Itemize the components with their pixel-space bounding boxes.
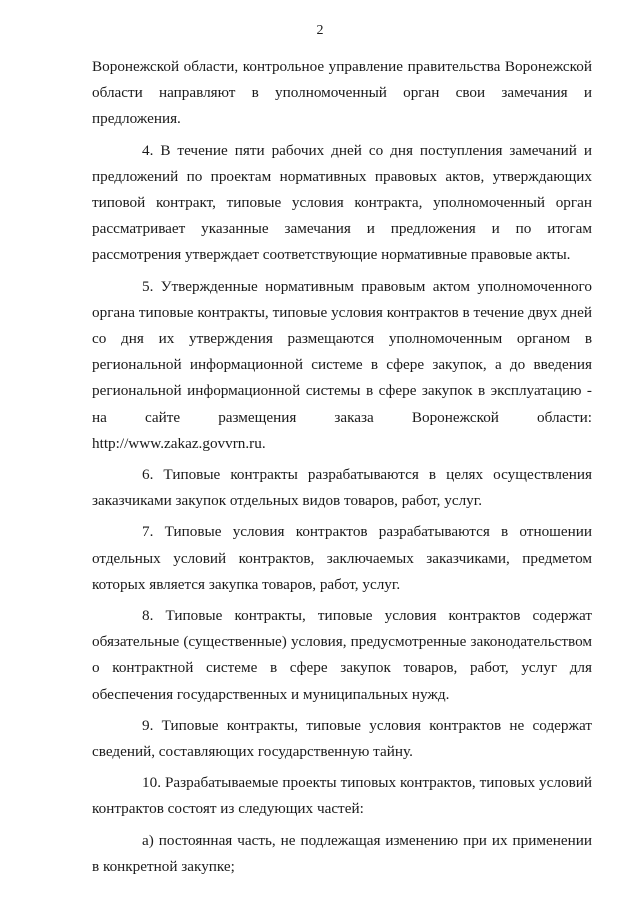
paragraph-10a: а) постоянная часть, не подлежащая изменению при их применении в конкретной закупке; [92,831,592,875]
paragraph-10: 10. Разрабатываемые проекты типовых контрактов, типовых условий контрактов состоят из следующих частей: [92,774,592,818]
paragraph-continuation: Воронежской области, контрольное управление правительства Воронежской области направляют в уполномоченный орган свои замечания и предложения. [92,58,592,128]
paragraph-4: 4. В течение пяти рабочих дней со дня поступления замечаний и предложений по проектам нормативных правовых актов, утверждающих типовой контракт, типовые условия контракта, уполномоченный орган рассматривает указанные замечания и предложения и по итогам рассмотрения утверждает соответствующие нормативные правовые акты. [92,141,592,264]
paragraph-6: 6. Типовые контракты разрабатываются в целях осуществления заказчиками закупок отдельных видов товаров, работ, услуг. [92,466,592,510]
paragraph-8: 8. Типовые контракты, типовые условия контрактов содержат обязательные (существенные) условия, предусмотренные законодательством о контрактной системе в сфере закупок товаров, работ, услуг для обеспечения государственных и муниципальных нужд. [92,607,592,703]
page-number: 2 [316,23,324,38]
document-body [92,54,592,880]
paragraph-7: 7. Типовые условия контрактов разрабатываются в отношении отдельных условий контрактов, заключаемых заказчиками, предметом которых является закупка товаров, работ, услуг. [92,523,592,593]
paragraph-5: 5. Утвержденные нормативным правовым актом уполномоченного органа типовые контракты, типовые условия контрактов в течение двух дней со дня их утверждения размещаются уполномоченным органом в региональной информационной системе в сфере закупок, а до введения региональной информационной системы в сфере закупок в эксплуатацию - на сайте размещения заказа Воронежской области: http://www.zakaz.govvrn.ru. [92,277,592,452]
paragraph-9: 9. Типовые контракты, типовые условия контрактов не содержат сведений, составляющих государственную тайну. [92,716,592,761]
